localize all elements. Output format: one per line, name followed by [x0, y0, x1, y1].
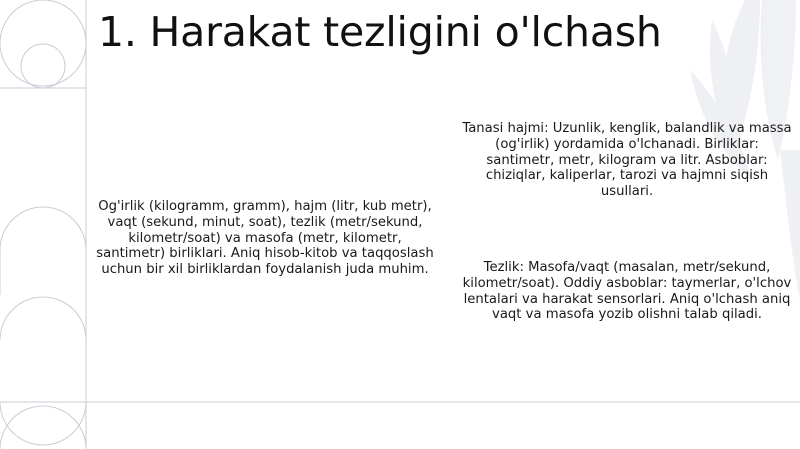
left-paragraph: Og'irlik (kilogramm, gramm), hajm (litr, kub metr), vaqt (sekund, minut, soat), tezlik (metr/sekund, kilometr/soat) va masofa (metr, kilometr, santimetr) birliklari. Aniq hisob-kitob va taqqoslash uchun bir xil birliklardan foydalanish juda muhim.: [96, 199, 434, 278]
half-circle-bottom-2: [0, 406, 86, 449]
right-bottom-paragraph: Tezlik: Masofa/vaqt (masalan, metr/sekund, kilometr/soat). Oddiy asboblar: taymerlar, o'lchov lentalari va harakat sensorlari. Aniq o'lchash aniq vaqt va masofa yozib olishni talab qiladi.: [462, 260, 792, 323]
circle-small-top: [21, 44, 65, 88]
circle-large-top: [0, 0, 86, 86]
half-circle-bottom: [0, 402, 86, 445]
arch-middle: [0, 207, 86, 295]
slide-title: 1. Harakat tezligini o'lchash: [98, 8, 662, 56]
right-top-paragraph: Tanasi hajmi: Uzunlik, kenglik, balandlik va massa (og'irlik) yordamida o'lchanadi. Birliklar: santimetr, metr, kilogram va litr. Asboblar: chiziqlar, kaliperlar, tarozi va hajmni siqish usullari.: [462, 121, 792, 200]
arch-lower: [0, 297, 86, 340]
